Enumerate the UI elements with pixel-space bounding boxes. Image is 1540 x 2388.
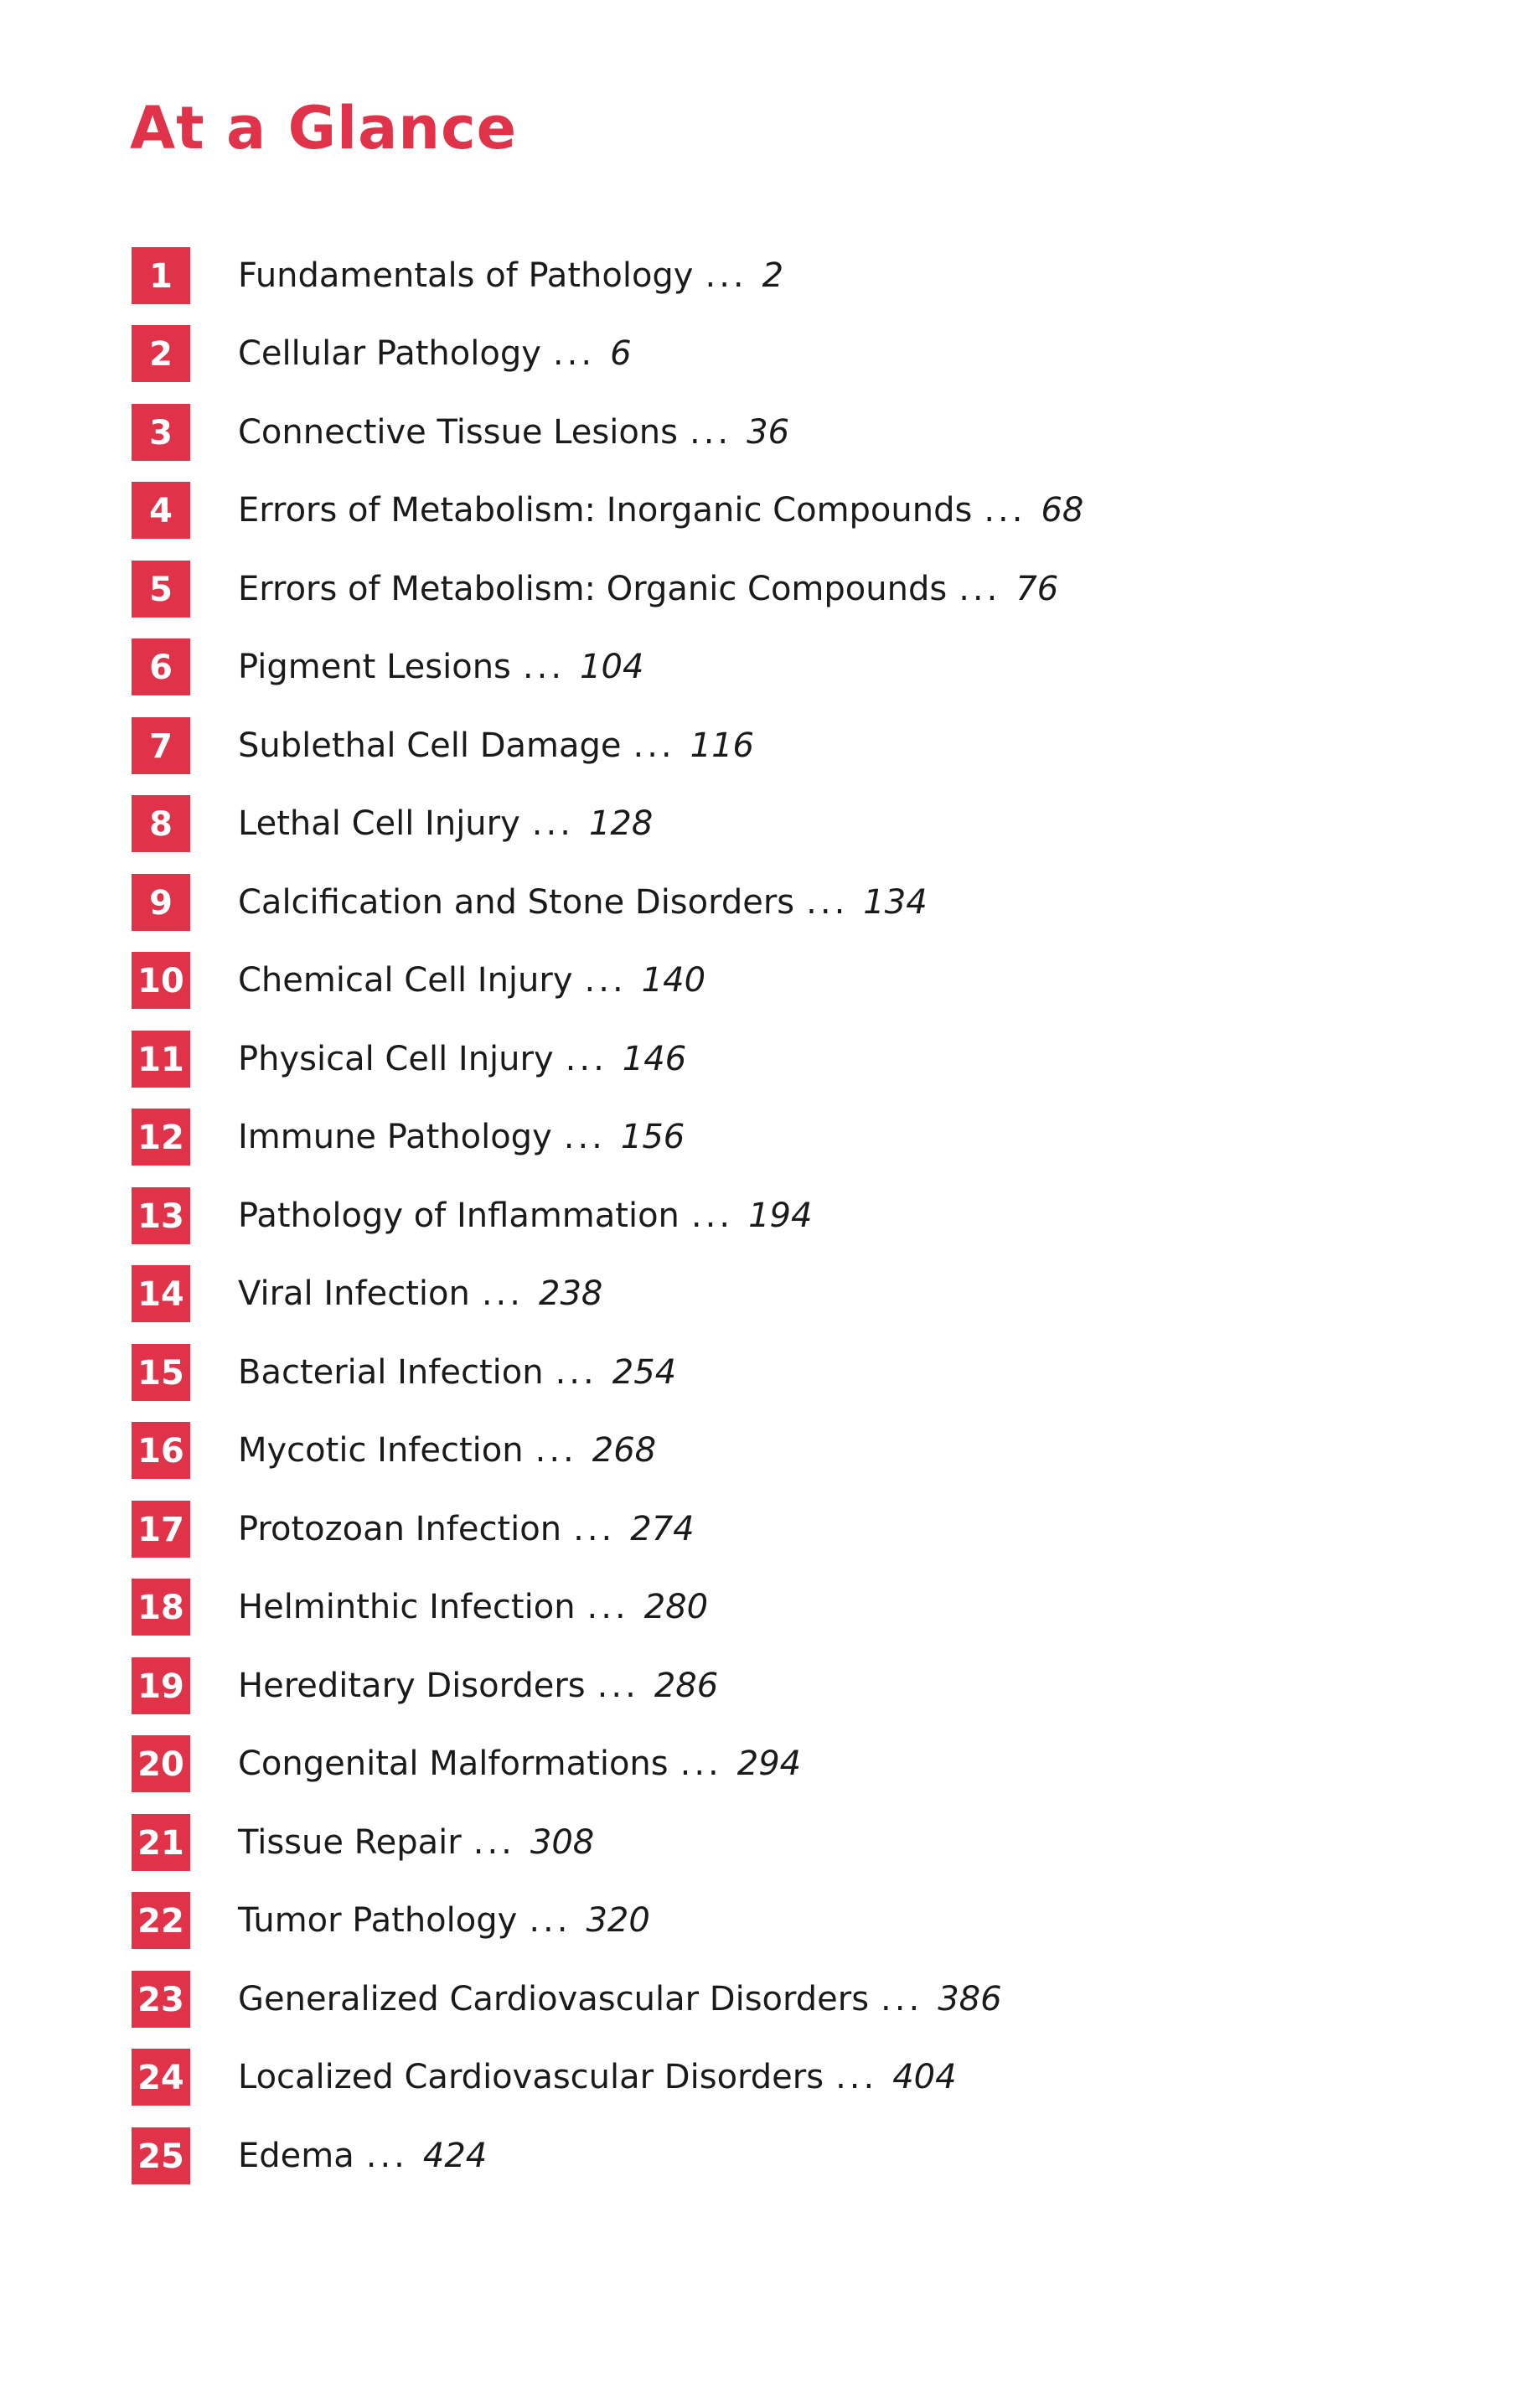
chapter-page-number: 320	[586, 1901, 650, 1941]
toc-entry[interactable]	[132, 1646, 1083, 1725]
chapter-number-badge: 16	[132, 1422, 190, 1479]
chapter-page-number: 424	[422, 2136, 488, 2175]
chapter-page-number: 104	[580, 648, 644, 687]
toc-entry[interactable]	[132, 1882, 1083, 1961]
chapter-page-number: 6	[610, 334, 632, 374]
chapter-title: Pigment Lesions	[238, 648, 511, 687]
leader-dots: ...	[587, 1588, 629, 1627]
chapter-entry-text	[238, 491, 1084, 530]
chapter-title: Errors of Metabolism: Organic Compounds	[238, 569, 948, 608]
chapter-title: Chemical Cell Injury	[238, 961, 573, 1000]
chapter-title: Sublethal Cell Damage	[238, 726, 622, 765]
chapter-entry-text	[238, 1744, 802, 1784]
chapter-number-badge: 22	[132, 1892, 190, 1949]
leader-dots: ...	[522, 648, 566, 687]
chapter-page-number: 268	[592, 1431, 657, 1471]
chapter-entry-text	[238, 1431, 657, 1471]
chapter-entry-text	[238, 256, 784, 295]
chapter-number-badge: 13	[132, 1187, 190, 1244]
leader-dots: ...	[633, 726, 675, 765]
chapter-number-badge: 18	[132, 1579, 190, 1636]
leader-dots: ...	[535, 1431, 577, 1471]
leader-dots: ...	[984, 491, 1026, 530]
chapter-title: Errors of Metabolism: Inorganic Compounds	[238, 491, 973, 530]
chapter-page-number: 146	[622, 1039, 687, 1078]
chapter-title: Lethal Cell Injury	[238, 804, 520, 844]
chapter-entry-text	[238, 1588, 709, 1627]
chapter-page-number: 68	[1041, 491, 1084, 530]
chapter-page-number: 238	[539, 1274, 603, 1314]
toc-entry[interactable]	[132, 1412, 1083, 1491]
leader-dots: ...	[689, 412, 732, 452]
chapter-number-badge: 14	[132, 1265, 190, 1322]
chapter-title: Immune Pathology	[238, 1118, 552, 1157]
chapter-title: Mycotic Infection	[238, 1431, 524, 1471]
chapter-entry-text	[238, 1901, 650, 1941]
toc-entry[interactable]	[132, 1803, 1083, 1882]
chapter-page-number: 280	[643, 1588, 709, 1627]
leader-dots: ...	[563, 1118, 606, 1157]
toc-entry[interactable]	[132, 2117, 1083, 2195]
chapter-page-number: 128	[588, 804, 654, 844]
chapter-number-badge: 23	[132, 1971, 190, 2028]
leader-dots: ...	[959, 569, 1001, 608]
chapter-number-badge: 4	[132, 482, 190, 539]
chapter-number-badge: 25	[132, 2127, 190, 2184]
chapter-title: Congenital Malformations	[238, 1744, 669, 1784]
toc-entry[interactable]	[132, 942, 1083, 1021]
chapter-number-badge: 8	[132, 795, 190, 852]
chapter-title: Hereditary Disorders	[238, 1666, 586, 1705]
leader-dots: ...	[680, 1744, 722, 1784]
chapter-entry-text	[238, 1118, 685, 1157]
chapter-title: Pathology of Inflammation	[238, 1196, 680, 1235]
toc-entry[interactable]	[132, 236, 1083, 315]
chapter-entry-text	[238, 882, 928, 922]
toc-entry[interactable]	[132, 706, 1083, 785]
chapter-page-number: 254	[612, 1352, 677, 1392]
leader-dots: ...	[690, 1196, 734, 1235]
toc-entry[interactable]	[132, 628, 1083, 707]
chapter-page-number: 386	[938, 1979, 1002, 2018]
chapter-page-number: 286	[654, 1666, 719, 1705]
chapter-page-number: 404	[892, 2058, 957, 2097]
chapter-number-badge: 24	[132, 2049, 190, 2106]
chapter-entry-text	[238, 804, 654, 844]
chapter-page-number: 116	[690, 726, 755, 765]
chapter-title: Cellular Pathology	[238, 334, 541, 374]
chapter-page-number: 2	[762, 256, 784, 295]
chapter-entry-text	[238, 2058, 957, 2097]
chapter-page-number: 194	[748, 1196, 813, 1235]
chapter-entry-text	[238, 1822, 595, 1862]
chapter-entry-text	[238, 1509, 695, 1548]
toc-entry[interactable]	[132, 1725, 1083, 1804]
toc-entry[interactable]	[132, 1255, 1083, 1334]
chapter-page-number: 308	[530, 1822, 595, 1862]
leader-dots: ...	[881, 1979, 923, 2018]
chapter-page-number: 134	[863, 882, 928, 922]
chapter-entry-text	[238, 1196, 813, 1235]
chapter-entry-text	[238, 1274, 603, 1314]
leader-dots: ...	[552, 334, 596, 374]
chapter-page-number: 76	[1015, 569, 1059, 608]
chapter-number-badge: 1	[132, 247, 190, 304]
toc-entry[interactable]	[132, 785, 1083, 864]
leader-dots: ...	[584, 961, 627, 1000]
toc-entry[interactable]	[132, 1020, 1083, 1098]
chapter-number-badge: 2	[132, 325, 190, 382]
chapter-title: Tumor Pathology	[238, 1901, 518, 1941]
chapter-entry-text	[238, 2136, 488, 2175]
chapter-page-number: 140	[641, 961, 706, 1000]
chapter-title: Generalized Cardiovascular Disorders	[238, 1979, 870, 2018]
chapter-title: Fundamentals of Pathology	[238, 256, 694, 295]
leader-dots: ...	[473, 1822, 515, 1862]
chapter-number-badge: 15	[132, 1344, 190, 1401]
chapter-title: Calcification and Stone Disorders	[238, 882, 795, 922]
chapter-entry-text	[238, 1666, 719, 1705]
chapter-title: Connective Tissue Lesions	[238, 412, 678, 452]
table-of-contents	[132, 236, 1083, 2195]
leader-dots: ...	[531, 804, 574, 844]
chapter-number-badge: 6	[132, 638, 190, 695]
chapter-entry-text	[238, 1979, 1002, 2018]
toc-entry[interactable]	[132, 2039, 1083, 2117]
chapter-number-badge: 19	[132, 1657, 190, 1714]
leader-dots: ...	[597, 1666, 639, 1705]
chapter-entry-text	[238, 648, 644, 687]
chapter-title: Localized Cardiovascular Disorders	[238, 2058, 824, 2097]
leader-dots: ...	[705, 256, 747, 295]
chapter-title: Physical Cell Injury	[238, 1039, 554, 1078]
toc-entry[interactable]	[132, 1098, 1083, 1177]
leader-dots: ...	[555, 1352, 597, 1392]
chapter-entry-text	[238, 961, 706, 1000]
chapter-number-badge: 12	[132, 1109, 190, 1166]
leader-dots: ...	[529, 1901, 571, 1941]
chapter-entry-text	[238, 1039, 687, 1078]
chapter-number-badge: 11	[132, 1031, 190, 1088]
chapter-title: Viral Infection	[238, 1274, 470, 1314]
toc-entry[interactable]	[132, 1176, 1083, 1255]
chapter-number-badge: 20	[132, 1735, 190, 1792]
leader-dots: ...	[481, 1274, 524, 1314]
leader-dots: ...	[806, 882, 849, 922]
chapter-page-number: 156	[620, 1118, 685, 1157]
toc-entry[interactable]	[132, 472, 1083, 550]
toc-entry[interactable]	[132, 1333, 1083, 1412]
leader-dots: ...	[573, 1509, 616, 1548]
chapter-title: Edema	[238, 2136, 354, 2175]
toc-entry[interactable]	[132, 1569, 1083, 1647]
toc-entry[interactable]	[132, 393, 1083, 472]
chapter-number-badge: 9	[132, 874, 190, 931]
chapter-number-badge: 3	[132, 404, 190, 461]
chapter-entry-text	[238, 334, 632, 374]
chapter-title: Helminthic Infection	[238, 1588, 576, 1627]
chapter-page-number: 294	[736, 1744, 802, 1784]
page-title: At a Glance	[130, 94, 518, 163]
chapter-number-badge: 7	[132, 717, 190, 774]
chapter-entry-text	[238, 569, 1059, 608]
chapter-title: Tissue Repair	[238, 1822, 462, 1862]
leader-dots: ...	[365, 2136, 408, 2175]
chapter-page-number: 36	[747, 412, 790, 452]
chapter-number-badge: 17	[132, 1501, 190, 1558]
chapter-number-badge: 5	[132, 561, 190, 618]
toc-entry[interactable]	[132, 315, 1083, 394]
toc-entry[interactable]	[132, 863, 1083, 942]
chapter-number-badge: 10	[132, 952, 190, 1009]
toc-entry[interactable]	[132, 1490, 1083, 1569]
chapter-entry-text	[238, 726, 755, 765]
leader-dots: ...	[835, 2058, 878, 2097]
leader-dots: ...	[565, 1039, 607, 1078]
chapter-number-badge: 21	[132, 1814, 190, 1871]
toc-entry[interactable]	[132, 550, 1083, 628]
toc-entry[interactable]	[132, 1960, 1083, 2039]
chapter-entry-text	[238, 412, 790, 452]
chapter-page-number: 274	[630, 1509, 695, 1548]
chapter-entry-text	[238, 1352, 677, 1392]
chapter-title: Protozoan Infection	[238, 1509, 562, 1548]
chapter-title: Bacterial Infection	[238, 1352, 544, 1392]
